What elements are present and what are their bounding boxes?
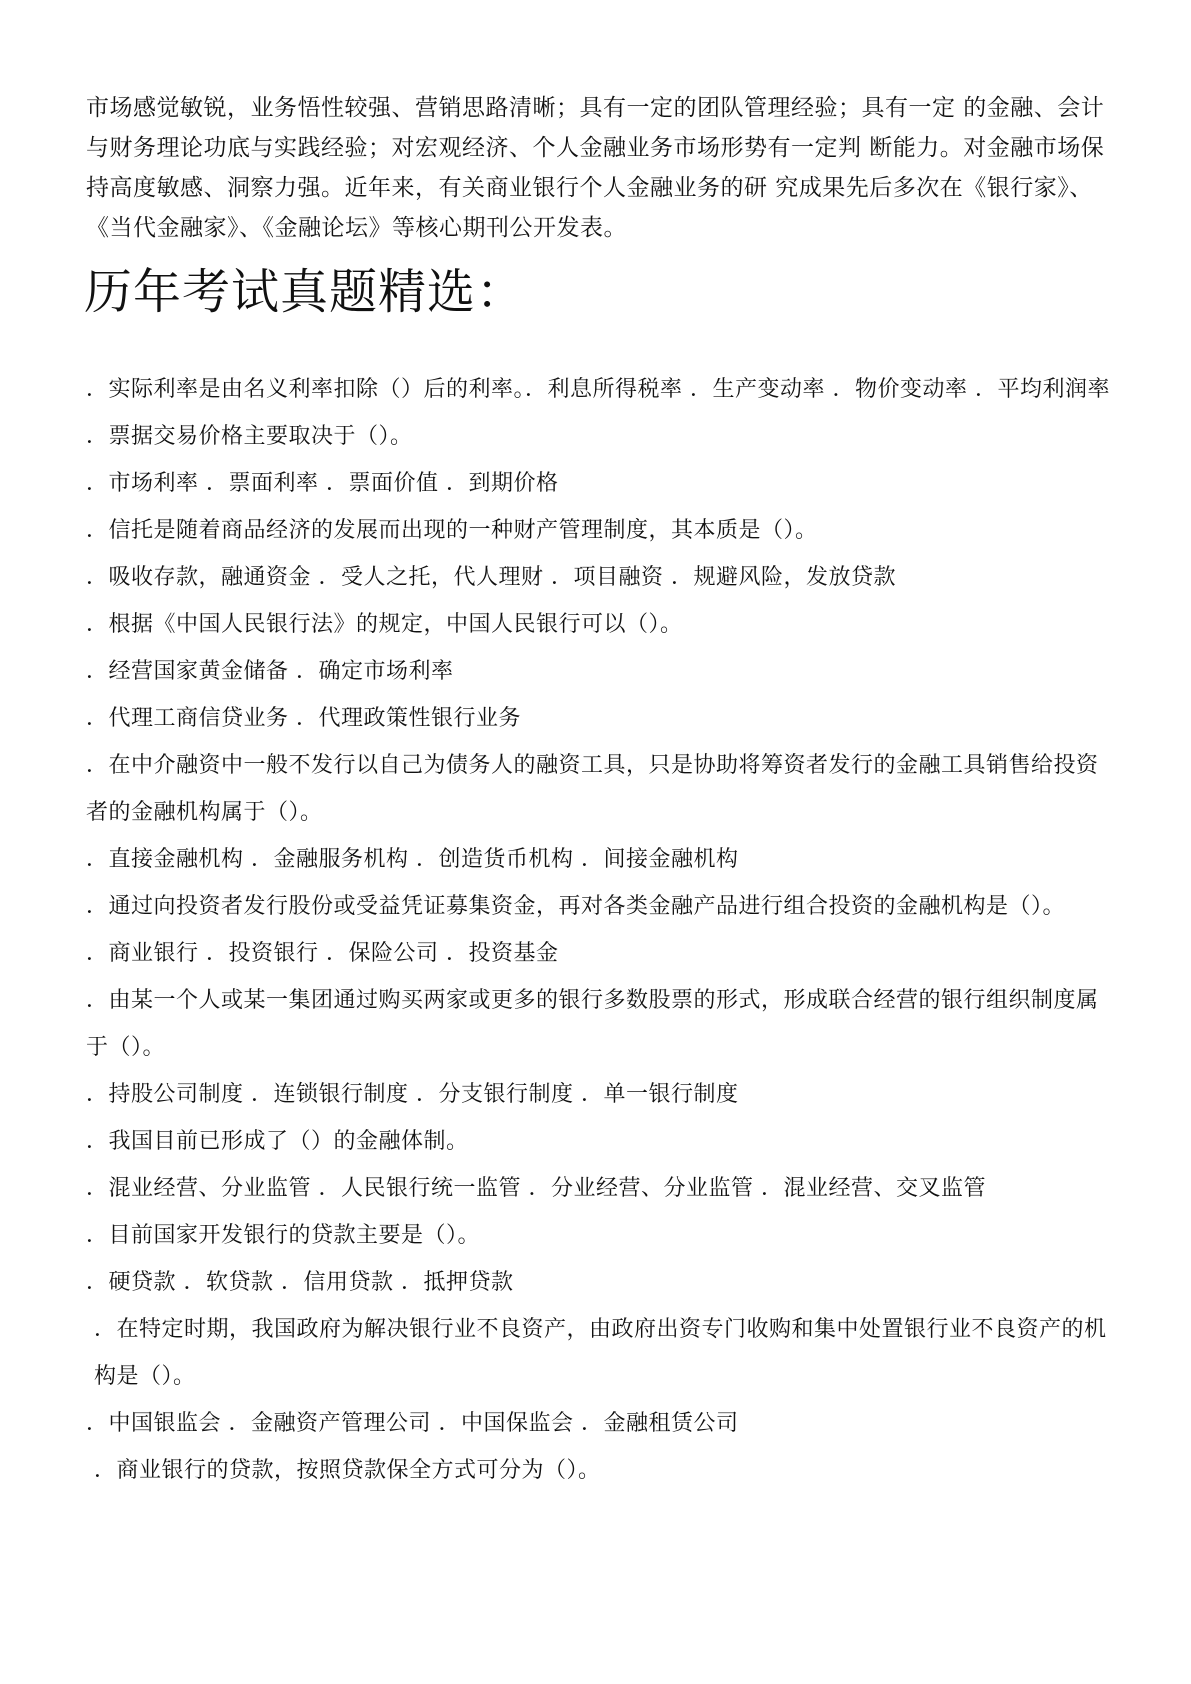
option-line: ．代理工商信贷业务 ．代理政策性银行业务 — [86, 706, 521, 731]
question-line: ．我国目前已形成了（）的金融体制。 — [86, 1129, 469, 1154]
option-line: ．持股公司制度 ．连锁银行制度 ．分支银行制度 ．单一银行制度 — [86, 1082, 739, 1107]
question-line: ．在中介融资中一般不发行以自己为债务人的融资工具，只是协助将筹资者发行的金融工具销售给投资者的金融机构属于（）。 — [86, 753, 1099, 825]
section-heading: 历年考试真题精选： — [84, 264, 526, 320]
option-line: ．市场利率 ．票面利率 ．票面价值 ．到期价格 — [86, 471, 559, 496]
option-line: ．商业银行 ．投资银行 ．保险公司 ．投资基金 — [86, 941, 559, 966]
question-line: ．票据交易价格主要取决于（）。 — [86, 424, 413, 449]
question-line: ．信托是随着商品经济的发展而出现的一种财产管理制度，其本质是（）。 — [86, 518, 818, 543]
question-line: ．根据《中国人民银行法》的规定，中国人民银行可以（）。 — [86, 612, 683, 637]
question-line: ．通过向投资者发行股份或受益凭证募集资金，再对各类金融产品进行组合投资的金融机构是（）。 — [86, 894, 1066, 919]
question-line: ．商业银行的贷款，按照贷款保全方式可分为（）。 — [94, 1458, 601, 1483]
question-line: ．在特定时期，我国政府为解决银行业不良资产，由政府出资专门收购和集中处置银行业不良资产的机构是（）。 — [94, 1317, 1107, 1389]
option-line: ．混业经营、分业监管 ．人民银行统一监管 ．分业经营、分业监管 ．混业经营、交叉监管 — [86, 1176, 986, 1201]
option-line: ．中国银监会 ．金融资产管理公司 ．中国保监会 ．金融租赁公司 — [86, 1411, 739, 1436]
option-line: ．经营国家黄金储备 ．确定市场利率 — [86, 659, 454, 684]
option-line: ．硬贷款 ．软贷款 ．信用贷款 ．抵押贷款 — [86, 1270, 514, 1295]
option-line: ．直接金融机构 ．金融服务机构 ．创造货币机构 ．间接金融机构 — [86, 847, 739, 872]
question-line: ．目前国家开发银行的贷款主要是（）。 — [86, 1223, 481, 1248]
question-line: ．实际利率是由名义利率扣除（）后的利率。．利息所得税率 ．生产变动率 ．物价变动率 ．平均利润率 — [86, 377, 1110, 402]
intro-paragraph: 市场感觉敏锐，业务悟性较强、营销思路清晰；具有一定的团队管理经验；具有一定 的金融、会计与财务理论功底与实践经验；对宏观经济、个人金融业务市场形势有一定判 断能力。对金融市场保持高度敏感、洞察力强。近年来，有关商业银行个人金融业务的研 究成果先后多次在《银行家》、《当代金融家》、《金融论坛》等核心期刊公开发表。 — [86, 95, 1105, 241]
question-line: ．由某一个人或某一集团通过购买两家或更多的银行多数股票的形式，形成联合经营的银行组织制度属于（）。 — [86, 988, 1099, 1060]
option-line: ．吸收存款，融通资金 ．受人之托，代人理财 ．项目融资 ．规避风险，发放贷款 — [86, 565, 896, 590]
question-list — [86, 366, 1116, 1494]
